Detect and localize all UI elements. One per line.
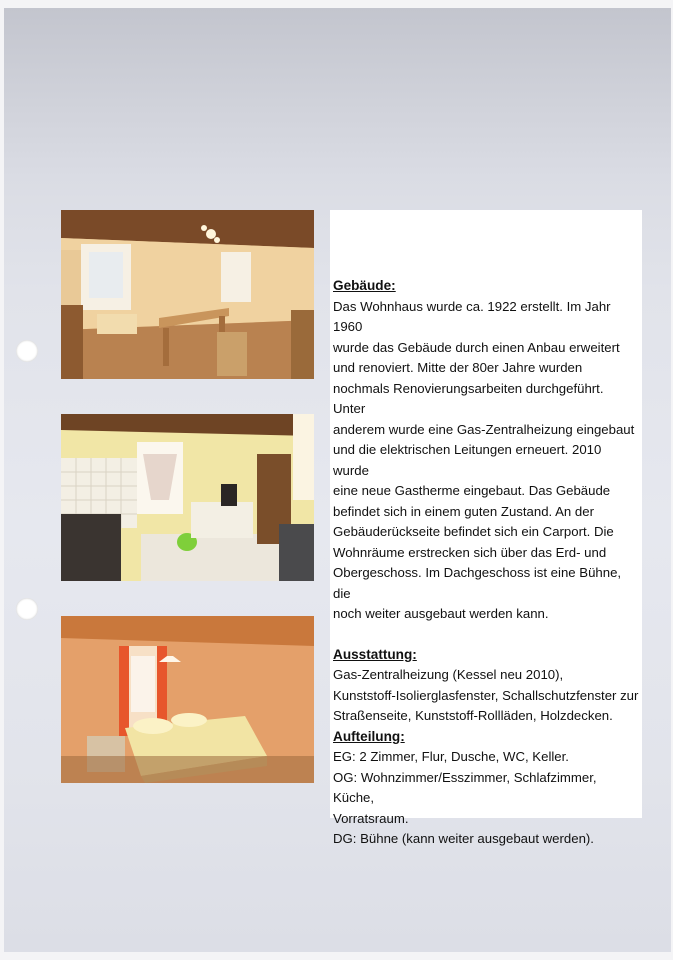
description-panel: [330, 210, 642, 846]
punch-hole-top: [16, 340, 38, 362]
section-gap: [333, 625, 639, 645]
photo-bedroom: [61, 616, 314, 783]
text-line: Wohnräume erstrecken sich über das Erd- und: [333, 544, 607, 560]
text-line: DG: Bühne (kann weiter ausgebaut werden).: [333, 831, 594, 846]
text-line: OG: Wohnzimmer/Esszimmer, Schlafzimmer, Küche,: [333, 769, 597, 805]
text-line: noch weiter ausgebaut werden kann.: [333, 606, 549, 621]
text-line: wurde das Gebäude durch einen Anbau erweitert: [333, 339, 620, 355]
text-line: und renoviert. Mitte der 80er Jahre wurden: [333, 360, 583, 375]
heading-ausstattung: Ausstattung:: [333, 646, 417, 662]
text-line: Straßenseite, Kunststoff-Rollläden, Holzdecken.: [333, 708, 613, 723]
text-line: EG: 2 Zimmer, Flur, Dusche, WC, Keller.: [333, 749, 569, 764]
text-line: anderem wurde eine Gas-Zentralheizung eingebaut: [333, 421, 635, 437]
text-line: Vorratsraum.: [333, 810, 409, 826]
description-content: [333, 276, 639, 850]
text-line: Gebäuderückseite befindet sich ein Carport. Die: [333, 524, 614, 539]
photo-kitchen: [61, 414, 314, 581]
text-line: Gas-Zentralheizung (Kessel neu 2010),: [333, 667, 564, 682]
text-line: und die elektrischen Leitungen erneuert. 2010 wurde: [333, 442, 602, 478]
heading-gebaeude: Gebäude:: [333, 278, 396, 293]
page-top-band: [4, 8, 671, 178]
text-line: Obergeschoss. Im Dachgeschoss ist eine Bühne, die: [333, 565, 622, 601]
photo-dining-room: [61, 210, 314, 379]
heading-aufteilung: Aufteilung:: [333, 728, 405, 744]
text-line: Das Wohnhaus wurde ca. 1922 erstellt. Im Jahr 1960: [333, 298, 611, 334]
text-line: eine neue Gastherme eingebaut. Das Gebäude: [333, 483, 611, 498]
text-line: Kunststoff-Isolierglasfenster, Schallschutzfenster zur: [333, 687, 639, 703]
text-line: befindet sich in einem guten Zustand. An der: [333, 503, 594, 519]
punch-hole-bottom: [16, 598, 38, 620]
text-line: nochmals Renovierungsarbeiten durchgeführt. Unter: [333, 380, 604, 416]
